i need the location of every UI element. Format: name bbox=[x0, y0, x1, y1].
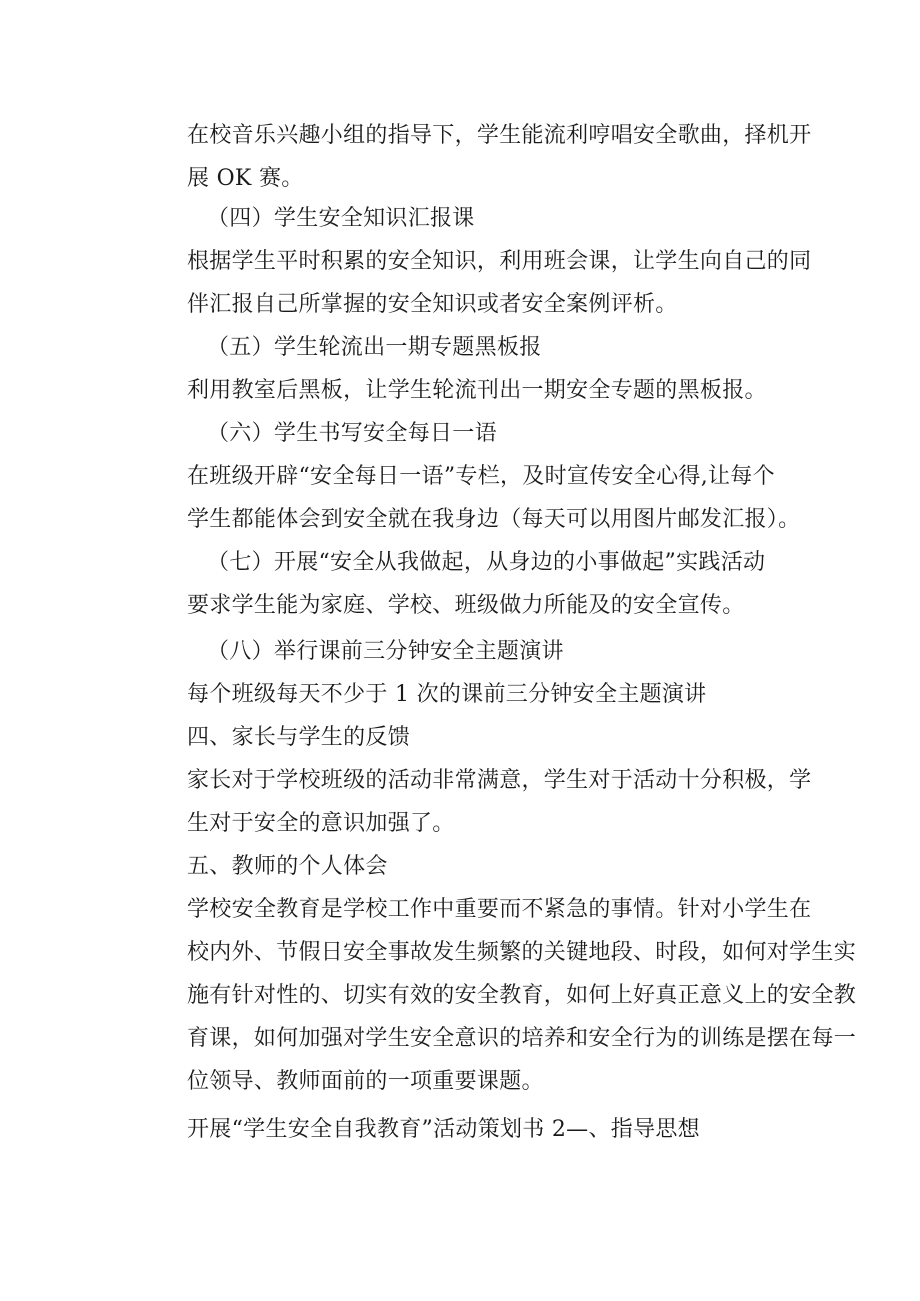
section-heading: 开展“学生安全自我教育”活动策划书 2—、指导思想 bbox=[187, 1117, 700, 1142]
text-line: 展 OK 赛。 bbox=[187, 166, 304, 191]
text-line: 每个班级每天不少于 1 次的课前三分钟安全主题演讲 bbox=[187, 682, 707, 707]
text-line: 根据学生平时积累的安全知识，利用班会课，让学生向自己的同 bbox=[187, 249, 812, 274]
heading-six bbox=[207, 412, 807, 455]
paragraph-feedback bbox=[187, 759, 812, 845]
heading-five bbox=[207, 326, 807, 369]
heading-teacher bbox=[187, 845, 787, 888]
text-line: 位领导、教师面前的一项重要课题。 bbox=[187, 1069, 544, 1094]
text-line: 在班级开辟“安全每日一语”专栏，及时宣传安全心得,让每个 bbox=[187, 464, 775, 489]
paragraph-daily bbox=[187, 455, 801, 541]
paragraph-teacher bbox=[187, 888, 857, 1103]
paragraph-music bbox=[187, 114, 812, 200]
text-line: 利用教室后黑板，让学生轮流刊出一期安全专题的黑板报。 bbox=[187, 378, 767, 403]
text-line: 家长对于学校班级的活动非常满意，学生对于活动十分积极，学 bbox=[187, 768, 812, 793]
text-line: 施有针对性的、切实有效的安全教育，如何上好真正意义上的安全教 bbox=[187, 983, 857, 1008]
section-heading: （六）学生书写安全每日一语 bbox=[207, 421, 497, 446]
text-line: 学生都能体会到安全就在我身边（每天可以用图片邮发汇报）。 bbox=[187, 507, 801, 532]
section-heading: 五、教师的个人体会 bbox=[187, 854, 388, 879]
heading-plan-2 bbox=[187, 1108, 787, 1151]
paragraph-speech bbox=[187, 673, 787, 716]
paragraph-blackboard bbox=[187, 369, 787, 412]
text-line: 在校音乐兴趣小组的指导下，学生能流利哼唱安全歌曲，择机开 bbox=[187, 123, 812, 148]
section-heading: （四）学生安全知识汇报课 bbox=[207, 206, 475, 231]
heading-feedback bbox=[187, 716, 787, 759]
paragraph-publicity bbox=[187, 584, 787, 627]
text-line: 要求学生能为家庭、学校、班级做力所能及的安全宣传。 bbox=[187, 593, 745, 618]
section-heading: （七）开展“安全从我做起，从身边的小事做起”实践活动 bbox=[207, 550, 766, 575]
heading-four bbox=[207, 197, 807, 240]
paragraph-report bbox=[187, 240, 812, 326]
section-heading: （五）学生轮流出一期专题黑板报 bbox=[207, 335, 542, 360]
text-line: 校内外、节假日安全事故发生频繁的关键地段、时段，如何对学生实 bbox=[187, 940, 857, 965]
section-heading: （八）举行课前三分钟安全主题演讲 bbox=[207, 639, 564, 664]
text-line: 伴汇报自己所掌握的安全知识或者安全案例评析。 bbox=[187, 292, 678, 317]
heading-seven bbox=[207, 541, 807, 584]
text-line: 学校安全教育是学校工作中重要而不紧急的事情。针对小学生在 bbox=[187, 897, 812, 922]
heading-eight bbox=[207, 630, 807, 673]
section-heading: 四、家长与学生的反馈 bbox=[187, 725, 411, 750]
text-line: 生对于安全的意识加强了。 bbox=[187, 811, 455, 836]
text-line: 育课，如何加强对学生安全意识的培养和安全行为的训练是摆在每一 bbox=[187, 1026, 857, 1051]
